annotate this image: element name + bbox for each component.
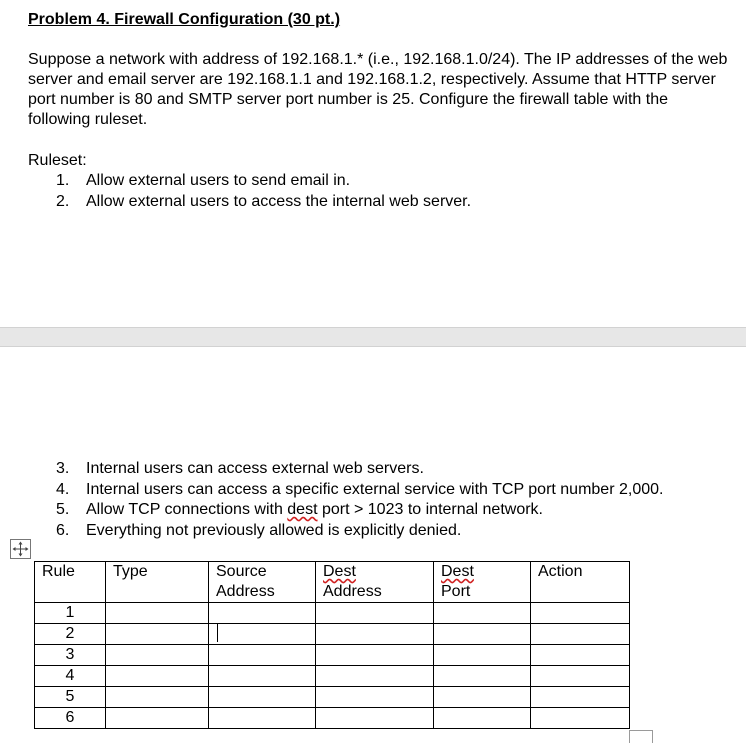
firewall-table [34, 561, 630, 729]
type-cell[interactable] [106, 603, 209, 624]
problem-description: Suppose a network with address of 192.168.1.* (i.e., 192.168.1.0/24). The IP addresses of the web server and email server are 192.168.1.1 and 192.168.1.2, respectively. Assume that HTTP server port number is 80 and SMTP server port number is 25. Configure the firewall table with the following ruleset. [28, 51, 728, 128]
spelling-flagged-word: Dest [323, 563, 356, 580]
header-dest-port[interactable]: Dest Port [434, 562, 531, 603]
list-item [56, 459, 663, 480]
rule-number-cell[interactable]: 5 [35, 687, 106, 708]
action-cell[interactable] [531, 603, 630, 624]
list-text: Everything not previously allowed is explicitly denied. [86, 521, 462, 539]
list-text: Internal users can access a specific external service with TCP port number 2,000. [86, 480, 664, 498]
rule-number-cell[interactable]: 1 [35, 603, 106, 624]
dest-port-cell[interactable] [434, 603, 531, 624]
table-row [35, 708, 630, 729]
action-cell[interactable] [531, 666, 630, 687]
dest-port-cell[interactable] [434, 645, 531, 666]
rule-number-cell[interactable]: 3 [35, 645, 106, 666]
action-cell[interactable] [531, 645, 630, 666]
table-row [35, 624, 630, 645]
list-number: 1. [56, 172, 70, 189]
spelling-flagged-word[interactable]: dest [287, 501, 318, 518]
header-dest-address[interactable]: Dest Address [316, 562, 434, 603]
document-page-1 [0, 0, 746, 326]
source-address-cell[interactable] [209, 687, 316, 708]
dest-port-cell[interactable] [434, 708, 531, 729]
problem-title: Problem 4. Firewall Configuration (30 pt.) [28, 11, 341, 28]
dest-port-cell[interactable] [434, 624, 531, 645]
table-row [35, 687, 630, 708]
dest-address-cell[interactable] [316, 603, 434, 624]
action-cell[interactable] [531, 708, 630, 729]
header-action[interactable]: Action [531, 562, 630, 603]
list-item [56, 480, 663, 501]
rule-number-cell[interactable]: 6 [35, 708, 106, 729]
list-number: 4. [56, 480, 70, 498]
ruleset-list-part-1 [56, 171, 471, 212]
spelling-flagged-word: Dest [441, 563, 474, 580]
table-row [35, 645, 630, 666]
list-text: Internal users can access external web servers. [86, 460, 424, 477]
table-row [35, 603, 630, 624]
action-cell[interactable] [531, 624, 630, 645]
source-address-cell[interactable] [209, 624, 316, 645]
header-source-address[interactable]: Source Address [209, 562, 316, 603]
list-item [56, 171, 471, 192]
list-number: 6. [56, 521, 70, 539]
dest-port-cell[interactable] [434, 666, 531, 687]
dest-address-cell[interactable] [316, 687, 434, 708]
source-address-cell[interactable] [209, 666, 316, 687]
source-address-cell[interactable] [209, 645, 316, 666]
move-arrows-icon [11, 540, 30, 558]
document-page-2 [0, 347, 746, 740]
dest-address-cell[interactable] [316, 708, 434, 729]
action-cell[interactable] [531, 687, 630, 708]
list-text-end: port > 1023 to internal network. [317, 501, 543, 518]
type-cell[interactable] [106, 687, 209, 708]
list-number: 2. [56, 192, 70, 210]
source-address-cell[interactable] [209, 603, 316, 624]
list-text: Allow external users to access the internal web server. [86, 192, 472, 210]
list-item [56, 192, 471, 213]
dest-address-cell[interactable] [316, 645, 434, 666]
table-row [35, 666, 630, 687]
text-cursor [217, 624, 218, 642]
type-cell[interactable] [106, 645, 209, 666]
type-cell[interactable] [106, 624, 209, 645]
header-type[interactable]: Type [106, 562, 209, 603]
table-resize-handle[interactable] [629, 730, 653, 743]
list-item [56, 500, 663, 521]
ruleset-label: Ruleset: [28, 152, 87, 169]
page-break-gap [0, 327, 746, 347]
list-number: 3. [56, 460, 70, 477]
list-text: Allow external users to send email in. [86, 172, 351, 189]
source-address-cell[interactable] [209, 708, 316, 729]
dest-port-cell[interactable] [434, 687, 531, 708]
rule-number-cell[interactable]: 2 [35, 624, 106, 645]
table-header-row [35, 562, 630, 603]
table-move-handle[interactable] [10, 539, 31, 559]
type-cell[interactable] [106, 708, 209, 729]
list-item [56, 521, 663, 542]
dest-address-cell[interactable] [316, 666, 434, 687]
rule-number-cell[interactable]: 4 [35, 666, 106, 687]
dest-address-cell[interactable] [316, 624, 434, 645]
list-number: 5. [56, 501, 70, 518]
header-rule[interactable]: Rule [35, 562, 106, 603]
list-text-start: Allow TCP connections with [86, 501, 288, 518]
type-cell[interactable] [106, 666, 209, 687]
ruleset-list-part-2 [56, 459, 663, 541]
